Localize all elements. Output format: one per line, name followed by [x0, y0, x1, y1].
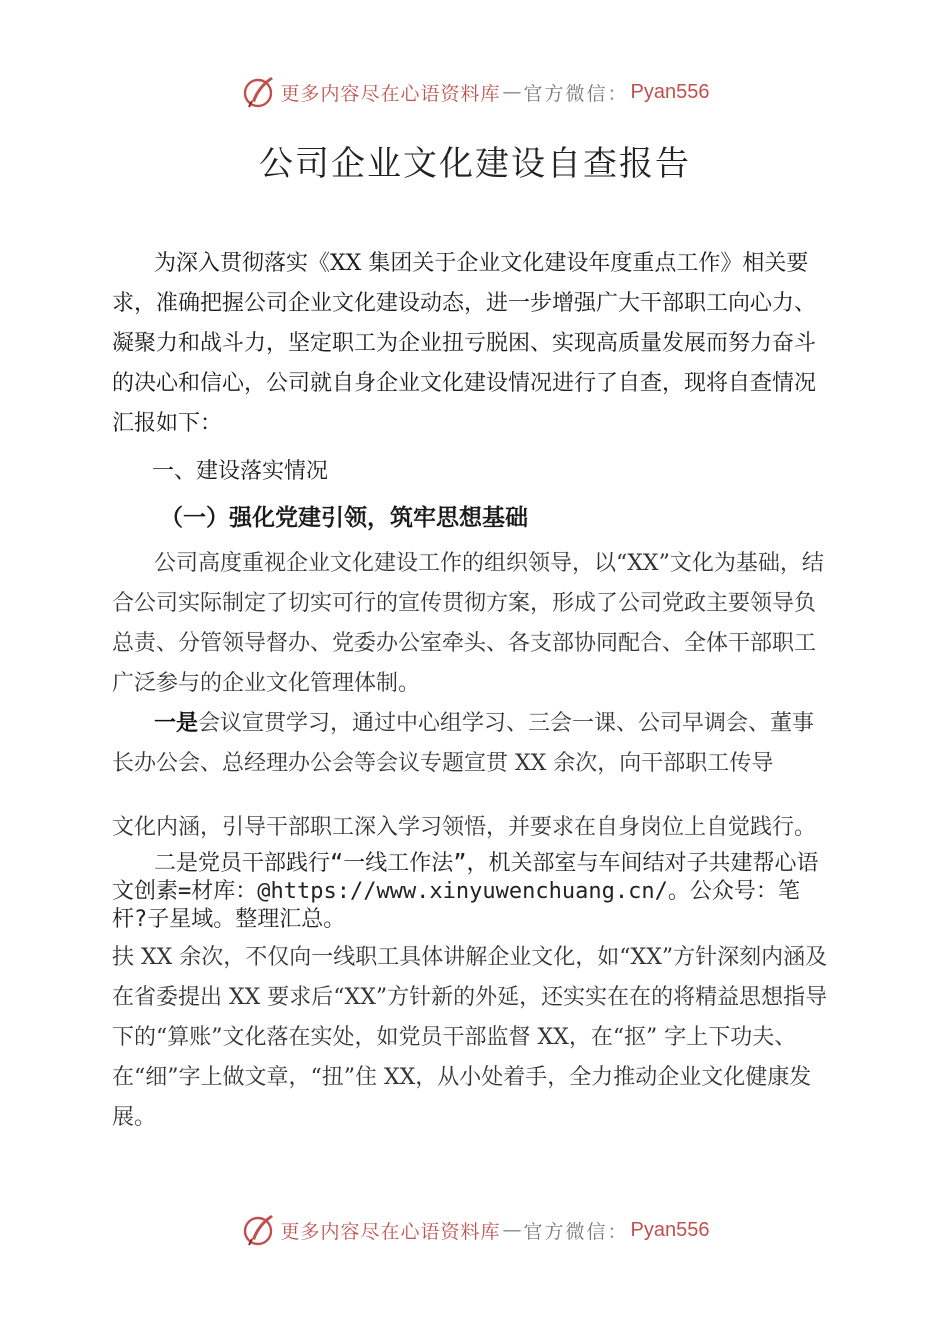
header-banner	[0, 72, 950, 112]
wechat-label: 官方微信：	[523, 1220, 629, 1243]
document-title: 公司企业文化建设自查报告	[259, 144, 691, 184]
brand-text: 更多内容尽在心语资料库	[280, 1220, 501, 1243]
subsection-heading: （一）强化党建引领，筑牢思想基础	[160, 505, 528, 531]
banner-dash: —	[502, 81, 522, 103]
body-paragraph-5: 扶 XX 余次，不仅向一线职工具体讲解企业文化，如“XX”方针深刻内涵及在省委提出 XX 要求后“XX”方针新的外延，还实实在在的将精益思想指导下的“算账”文化落在实处，如党员干部监督 XX，在“抠” 字上下功夫、在“细”字上做文章，“扭”住 XX，从小处着手，全力推动企业文化健康发展。	[112, 945, 828, 1130]
body-paragraph-2	[112, 704, 832, 784]
body-paragraph-4: 二是党员干部践行“一线工作法”，机关部室与车间结对子共建帮心语文创素=材库：@https://www.xinyuwenchuang.cn/。公众号：笔杆?子星域。整理汇总。	[112, 851, 819, 932]
wechat-label: 官方微信：	[523, 82, 629, 105]
wechat-id: Pyan556	[630, 1218, 710, 1241]
banner-dash: —	[502, 1219, 522, 1241]
quill-pen-logo-icon	[241, 74, 277, 110]
quill-pen-logo-icon	[241, 1212, 277, 1248]
intro-paragraph: 为深入贯彻落实《XX 集团关于企业文化建设年度重点工作》相关要求，准确把握公司企业文化建设动态，进一步增强广大干部职工向心力、 凝聚力和战斗力，坚定职工为企业扭亏脱困、实现高质量发展而努力奋斗的决心和信心，公司就自身企业文化建设情况进行了自查，现将自查情况汇报如下：	[112, 251, 817, 436]
lead-emphasis: 一是	[154, 711, 199, 736]
wechat-id: Pyan556	[630, 80, 710, 103]
paragraph-2-body: 会议宣贯学习，通过中心组学习、三会一课、公司早调会、董事长办公会、总经理办公会等会议专题宣贯 XX 余次，向干部职工传导	[112, 711, 815, 776]
brand-text: 更多内容尽在心语资料库	[280, 82, 501, 105]
section-heading: 一、建设落实情况	[152, 459, 329, 484]
body-paragraph-3: 文化内涵，引导干部职工深入学习领悟，并要求在自身岗位上自觉践行。	[112, 815, 817, 840]
body-paragraph-1: 公司高度重视企业文化建设工作的组织领导，以“XX”文化为基础，结合公司实际制定了切实可行的宣传贯彻方案，形成了公司党政主要领导负总责、分管领导督办、党委办公室牵头、各支部协同配合、全体干部职工广泛参与的企业文化管理体制。	[112, 551, 824, 696]
footer-banner	[0, 1210, 950, 1250]
